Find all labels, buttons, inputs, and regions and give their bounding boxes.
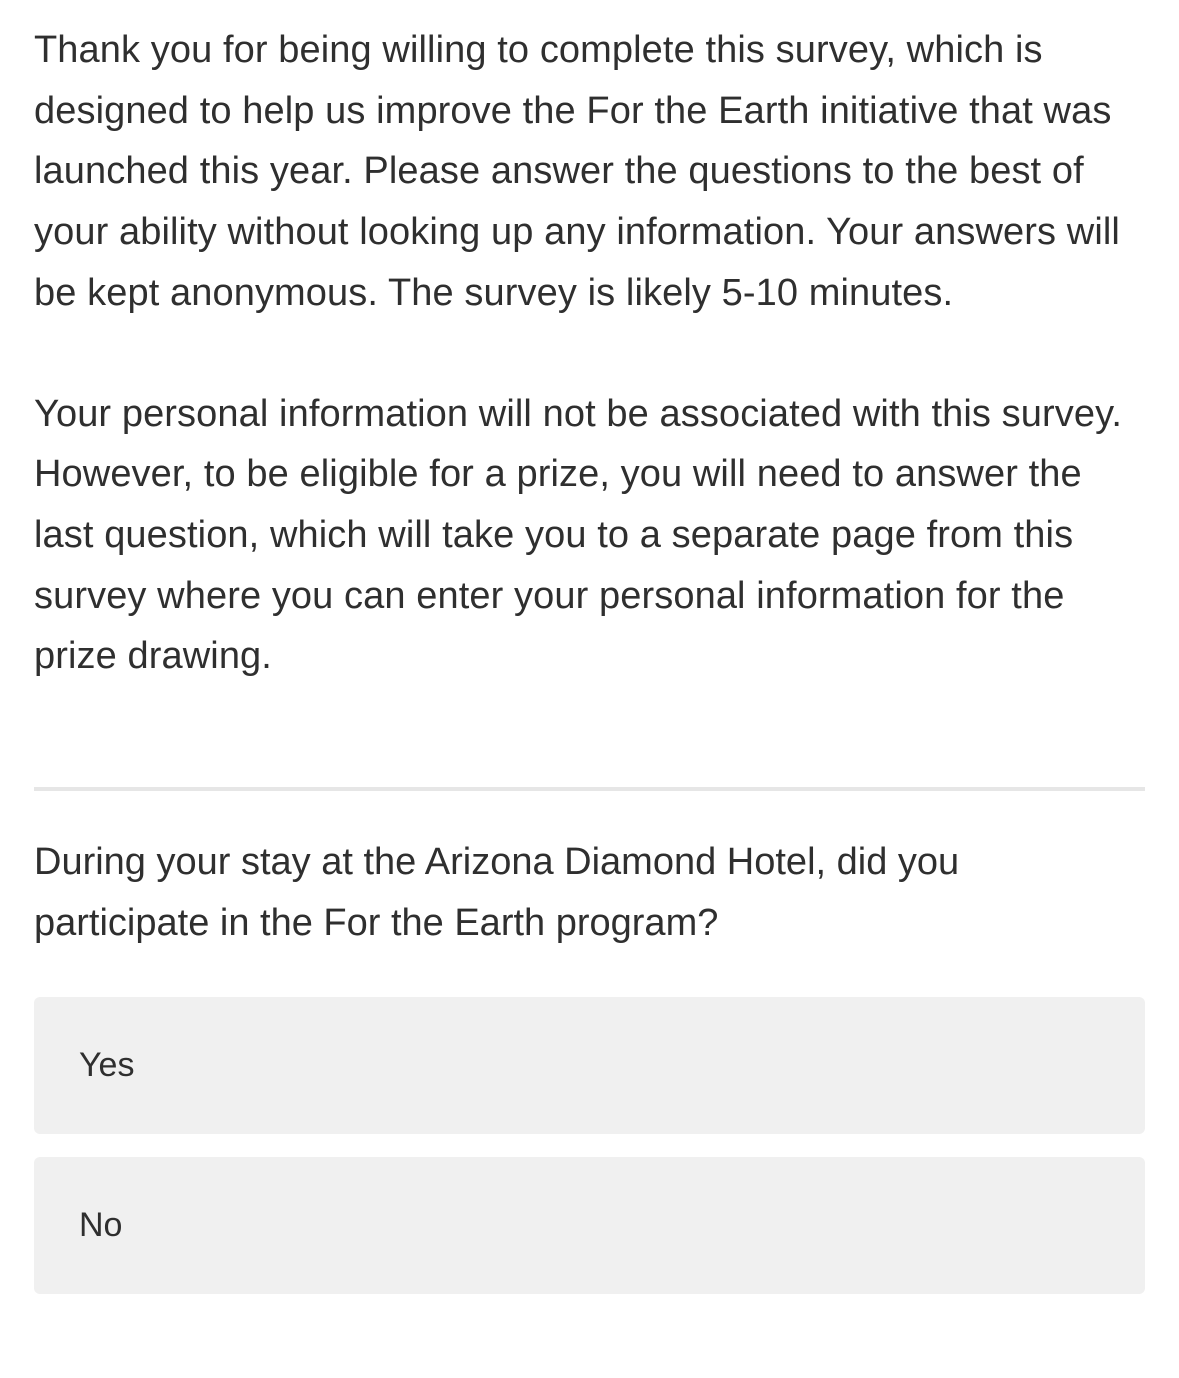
answer-option-yes[interactable] [34,997,1145,1134]
survey-intro [34,20,1149,687]
privacy-paragraph: Your personal information will not be associated with this survey. However, to be eligible for a prize, you will need to answer the last question, which will take you to a separate page from this survey where you can enter your personal information for the prize drawing. [34,392,1123,678]
answer-option-no[interactable] [34,1157,1145,1294]
intro-paragraph: Thank you for being willing to complete this survey, which is designed to help us improve the For the Earth initiative that was launched this year. Please answer the questions to the best of your ability without looking up any information. Your answers will be kept anonymous. The survey is likely 5-10 minutes. [34,29,1120,314]
question-text: During your stay at the Arizona Diamond Hotel, did you participate in the For the Earth program? [34,841,960,944]
answer-option-label: Yes [79,1046,135,1084]
answer-option-label: No [79,1206,123,1244]
section-divider [34,787,1145,791]
